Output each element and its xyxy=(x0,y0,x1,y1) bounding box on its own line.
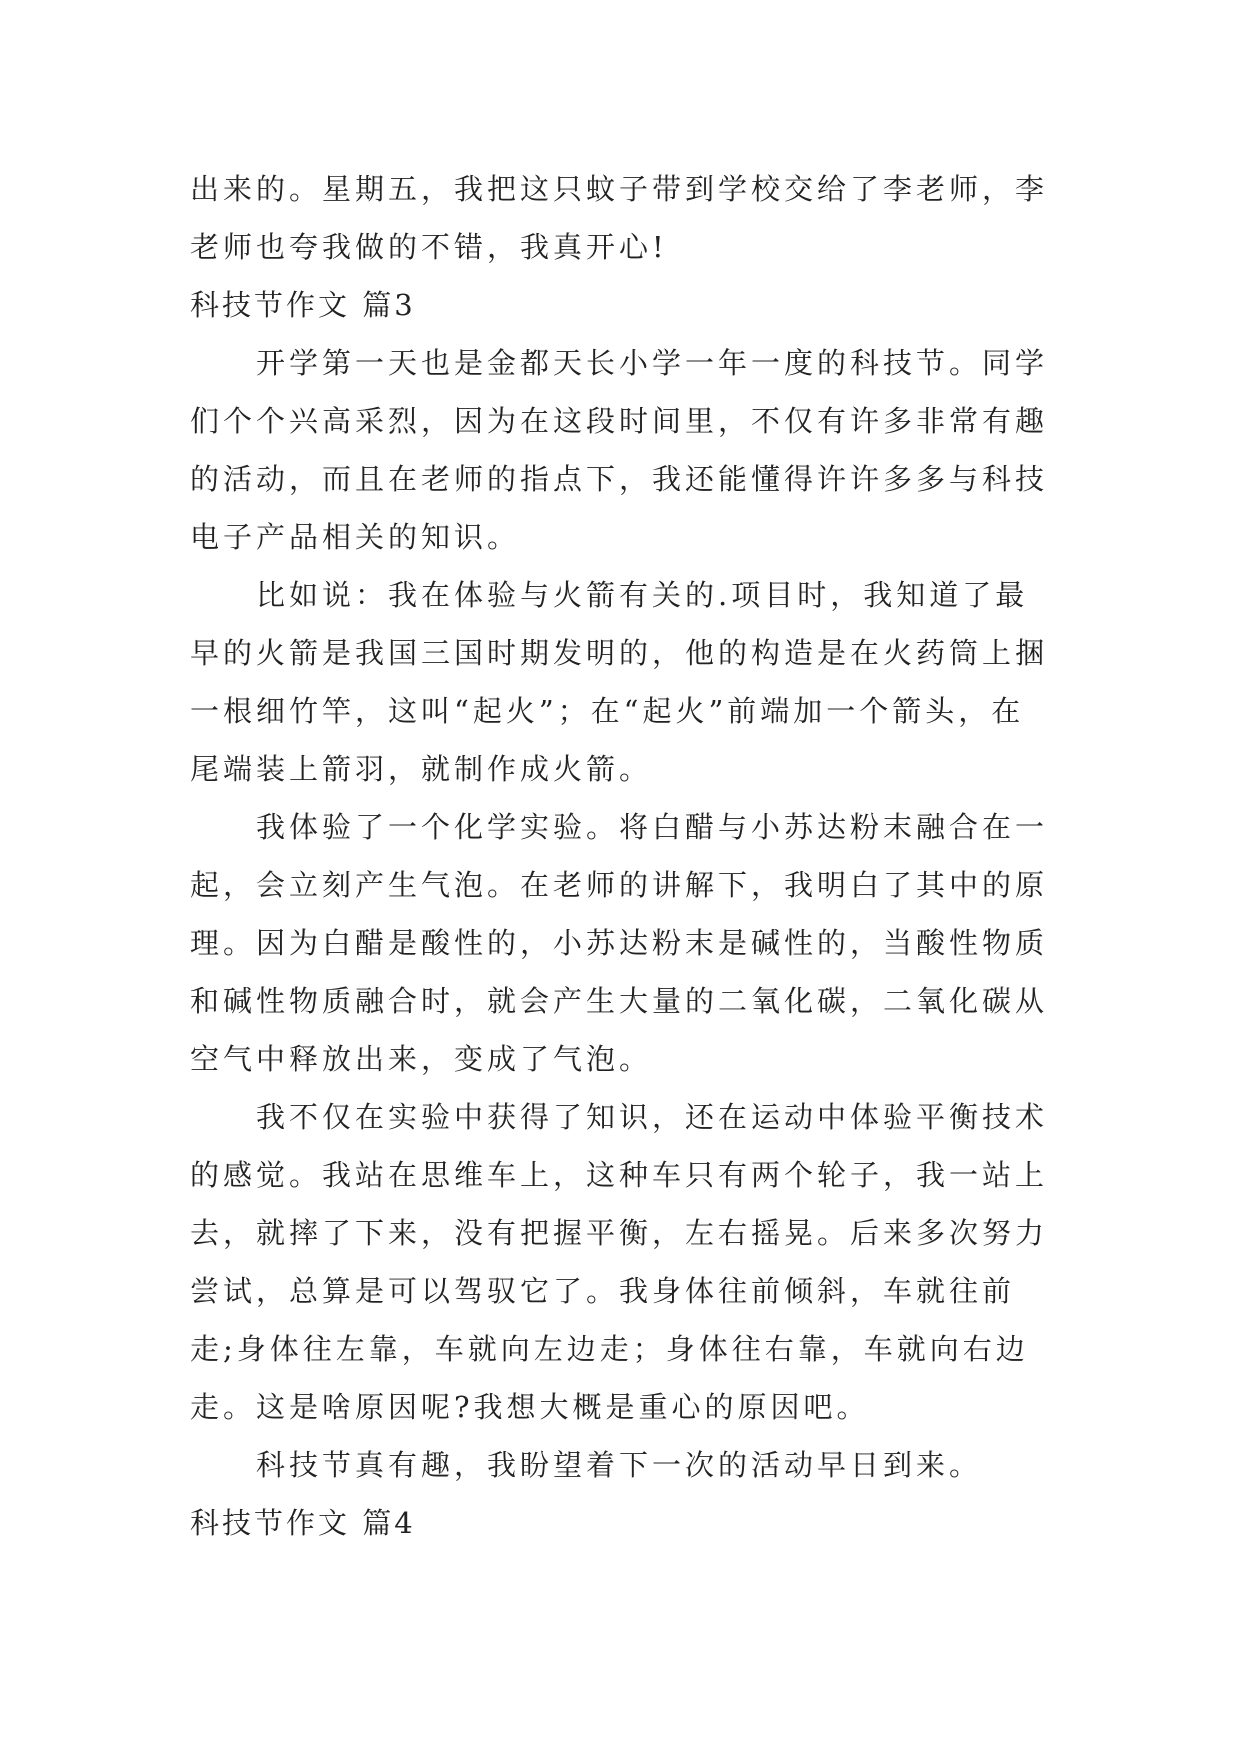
paragraph-conclusion: 科技节真有趣，我盼望着下一次的活动早日到来。 xyxy=(256,1448,983,1482)
paragraph-rocket: 比如说：我在体验与火箭有关的.项目时，我知道了最早的火箭是我国三国时期发明的，他的构造是在火药筒上捆一根细竹竿，这叫“起火”；在“起火”前端加一个箭头，在尾端装上箭羽，就制作成火箭。 xyxy=(190,578,1049,786)
document-body xyxy=(190,160,1052,1552)
paragraph-opening: 开学第一天也是金都天长小学一年一度的科技节。同学们个个兴高采烈，因为在这段时间里，不仅有许多非常有趣的活动，而且在老师的指点下，我还能懂得许许多多与科技电子产品相关的知识。 xyxy=(190,346,1049,554)
paragraph-chemistry: 我体验了一个化学实验。将白醋与小苏达粉末融合在一起，会立刻产生气泡。在老师的讲解下，我明白了其中的原理。因为白醋是酸性的，小苏达粉末是碱性的，当酸性物质和碱性物质融合时，就会产生大量的二氧化碳，二氧化碳从空气中释放出来，变成了气泡。 xyxy=(190,810,1049,1076)
paragraph-balance: 我不仅在实验中获得了知识，还在运动中体验平衡技术的感觉。我站在思维车上，这种车只有两个轮子，我一站上去，就摔了下来，没有把握平衡，左右摇晃。后来多次努力尝试，总算是可以驾驭它了。我身体往前倾斜，车就往前走;身体往左靠，车就向左边走；身体往右靠，车就向右边走。这是啥原因呢?我想大概是重心的原因吧。 xyxy=(190,1100,1049,1424)
section-heading-4: 科技节作文 篇4 xyxy=(190,1506,416,1540)
section-heading-3: 科技节作文 篇3 xyxy=(190,288,416,322)
paragraph-continuation: 出来的。星期五，我把这只蚊子带到学校交给了李老师，李老师也夸我做的不错，我真开心! xyxy=(190,172,1049,264)
